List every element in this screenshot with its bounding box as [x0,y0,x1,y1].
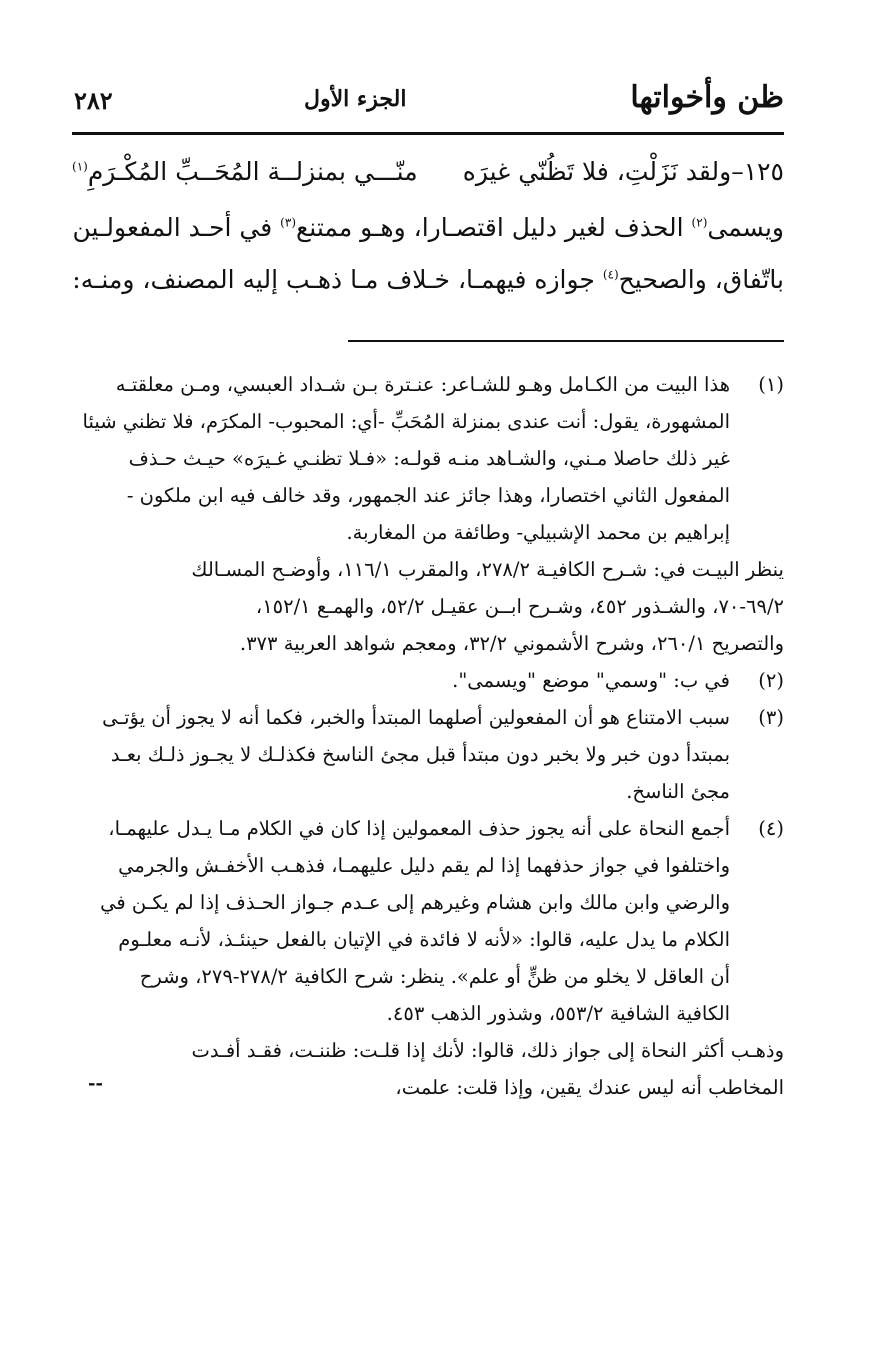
footnote-2 [72,662,784,699]
footnote-number: (٣) [758,706,784,729]
verse-first-hemistich: ١٢٥–ولقد نَزَلْتِ، فلا تَظُنّي غيرَه [462,157,784,186]
chapter-title: ظن وأخواتها [630,80,784,115]
verse-second-text: منّـــي بمنزلــة المُحَــبِّ المُكْـرَمِ [87,157,418,186]
main-text [72,146,784,306]
footnote-number: (٢) [758,669,784,692]
para-text-3: في أحـد المفعولـين [72,213,281,242]
para-text-2: الحذف لغير دليل اقتصـارا، وهـو ممتنع [296,213,692,242]
footnote-body [72,662,730,699]
footnote-line: بمبتدأ دون خبر ولا بخبر دون مبتدأ قبل مجئ الناسخ فكذلـك لا يجـوز ذلـك بعـد [110,743,730,766]
footnote-ref-2: (٢) [691,215,708,230]
footnote-line: المفعول الثاني اختصارا، وهذا جائز عند الجمهور، وقد خالف فيه ابن ملكون - [126,484,730,507]
footnote-line: وذهـب أكثر النحاة إلى جواز ذلك، قالوا: لأنك إذا قلـت: ظننـت، فقـد أفـدت [191,1039,784,1062]
footnote-line: المشهورة، يقول: أنت عندى بمنزلة المُحَبِّ -أي: المحبوب- المكرَم، فلا تظني شيئا [82,410,730,433]
page-header [72,72,784,128]
footnote-line: المخاطب أنه ليس عندك يقين، وإذا قلت: علمت، [395,1076,784,1099]
continuation-mark: -- [88,1073,103,1094]
footnote-ref-1: (١) [72,159,88,174]
footnote-last-line [72,1069,784,1106]
footnote-1-references [72,551,784,662]
footnote-line: سبب الامتناع هو أن المفعولين أصلهما المبتدأ والخبر، فكما أنه لا يجوز أن يؤتـى [102,706,730,729]
footnote-3 [72,699,784,810]
footnote-4-continued [72,1032,784,1106]
footnote-separator [348,340,784,342]
footnote-body [72,366,730,551]
page-number: ٢٨٢ [74,86,113,115]
part-label: الجزء الأول [304,86,407,112]
footnote-ref-3: (٣) [280,215,296,230]
footnote-line: أجمع النحاة على أنه يجوز حذف المعمولين إذا كان في الكلام مـا يـدل عليهمـا، [108,817,730,840]
para-text-4: باتّفاق، والصحيح [618,265,784,294]
para-text-5: جوازه فيهمـا، خـلاف مـا ذهـب إليه المصنف، ومنـه: [72,265,603,294]
footnote-line: غير ذلك حاصلا مـني، والشـاهد منـه قولـه: «فـلا تظنـي غـيرَه» حيـث حـذف [128,447,730,470]
reference-line: ٦٩/٢-٧٠، والشـذور ٤٥٢، وشـرح ابــن عقيـل ٥٢/٢، والهمـع ١٥٢/١، [255,595,784,618]
footnote-line: إبراهيم بن محمد الإشبيلي- وطائفة من المغاربة. [346,521,730,544]
main-paragraph [72,202,784,306]
footnote-body [72,810,730,1032]
reference-line: والتصريح ٢٦٠/١، وشرح الأشموني ٣٢/٢، ومعجم شواهد العربية ٣٧٣. [239,632,784,655]
footnote-line: والرضي وابن مالك وابن هشام وغيرهم إلى عـدم جـواز الحـذف إذا لم يكـن في [100,891,730,914]
footnote-number: (١) [758,373,784,396]
reference-line: ينظر البيـت في: شـرح الكافيـة ٢٧٨/٢، والمقرب ١١٦/١، وأوضـح المسـالك [191,558,784,581]
footnote-line: أن العاقل لا يخلو من ظنٍّ أو علم». ينظر: شرح الكافية ٢٧٨/٢-٢٧٩، وشرح [139,965,730,988]
footnote-line: هذا البيت من الكـامل وهـو للشـاعر: عنـترة بـن شـداد العبسي، ومـن معلقتـه [115,373,730,396]
footnote-line: مجئ الناسخ. [626,780,730,803]
footnote-1 [72,366,784,551]
footnotes [72,366,784,1106]
footnote-ref-4: (٤) [602,267,619,282]
verse-125 [72,146,784,202]
footnote-line: الكافية الشافية ٥٥٣/٢، وشذور الذهب ٤٥٣. [386,1002,730,1025]
footnote-4 [72,810,784,1032]
footnote-body [72,699,730,810]
footnote-line: في ب: "وسمي" موضع "ويسمى". [452,669,730,692]
para-text-1: ويسمى [707,213,784,242]
header-rule [72,132,784,135]
footnote-number: (٤) [758,817,784,840]
verse-second-hemistich [72,146,418,198]
footnote-line: واختلفوا في جواز حذفهما إذا لم يقم دليل عليهمـا، فذهـب الأخفـش والجرمي [118,854,730,877]
footnote-line: الكلام ما يدل عليه، قالوا: «لأنه لا فائدة في الإتيان بالفعل حينئـذ، لأنـه معلـوم [118,928,730,951]
